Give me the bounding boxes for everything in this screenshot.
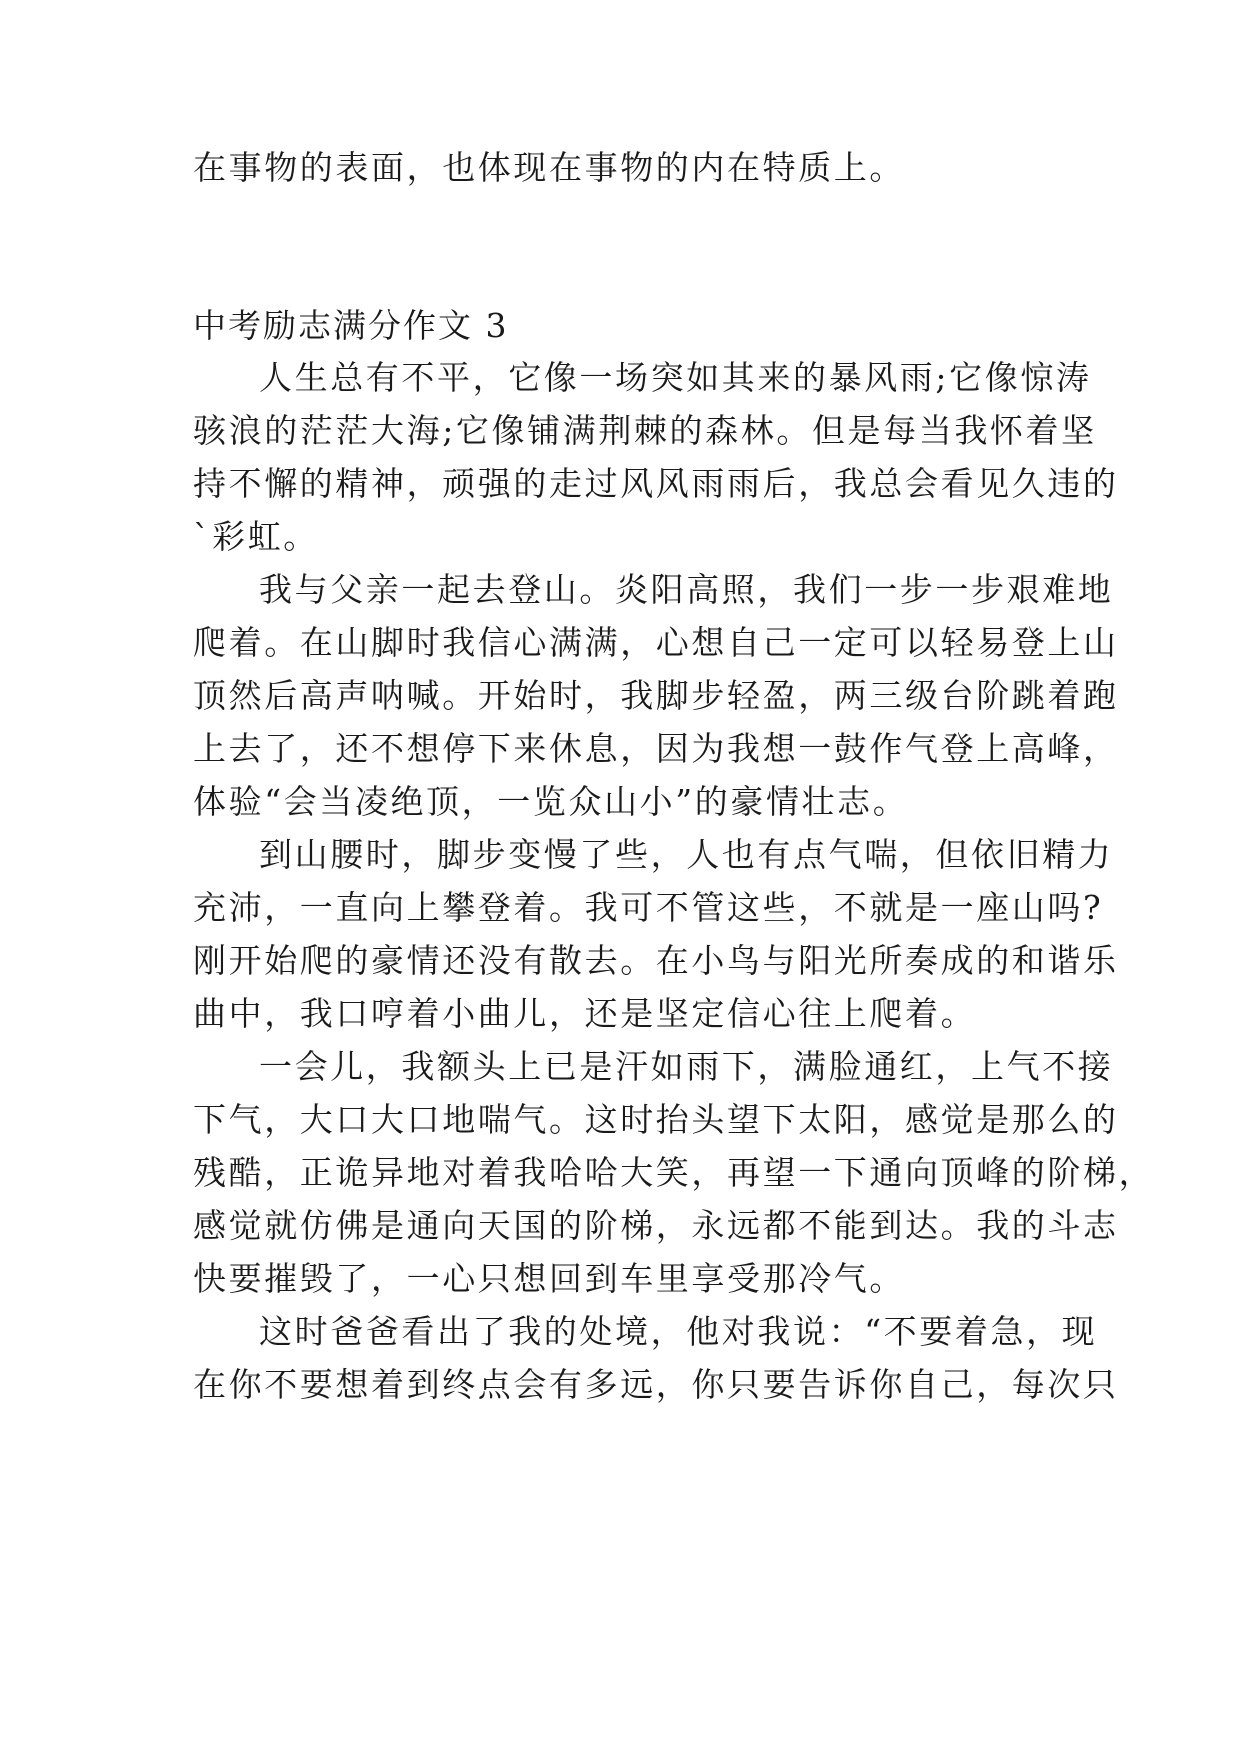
paragraph-line: 一会儿，我额头上已是汗如雨下，满脸通红，上气不接 xyxy=(259,1047,1114,1086)
paragraph-line: 曲中，我口哼着小曲儿，还是坚定信心往上爬着。 xyxy=(193,994,977,1033)
paragraph-line: 刚开始爬的豪情还没有散去。在小鸟与阳光所奏成的和谐乐 xyxy=(193,941,1119,980)
paragraph-line: 爬着。在山脚时我信心满满，心想自己一定可以轻易登上山 xyxy=(193,623,1119,662)
paragraph-line: 体验“会当凌绝顶，一览众山小”的豪情壮志。 xyxy=(193,782,909,821)
paragraph-line: 上去了，还不想停下来休息，因为我想一鼓作气登上高峰， xyxy=(193,729,1119,768)
paragraph-line: 我与父亲一起去登山。炎阳高照，我们一步一步艰难地 xyxy=(259,570,1114,609)
intro-line: 在事物的表面，也体现在事物的内在特质上。 xyxy=(193,148,905,187)
section-heading: 中考励志满分作文 3 xyxy=(193,306,509,345)
paragraph-line: `彩虹。 xyxy=(193,517,319,556)
paragraph-line: 到山腰时，脚步变慢了些，人也有点气喘，但依旧精力 xyxy=(259,835,1114,874)
paragraph-line: 人生总有不平，它像一场突如其来的暴风雨;它像惊涛 xyxy=(259,358,1092,397)
paragraph-line: 充沛，一直向上攀登着。我可不管这些，不就是一座山吗? xyxy=(193,888,1104,927)
paragraph-line: 骇浪的茫茫大海;它像铺满荆棘的森林。但是每当我怀着坚 xyxy=(193,411,1097,450)
paragraph-line: 在你不要想着到终点会有多远，你只要告诉你自己，每次只 xyxy=(193,1365,1119,1404)
paragraph-line: 残酷，正诡异地对着我哈哈大笑，再望一下通向顶峰的阶梯， xyxy=(193,1153,1155,1192)
paragraph-line: 持不懈的精神，顽强的走过风风雨雨后，我总会看见久违的 xyxy=(193,464,1119,503)
paragraph-line: 这时爸爸看出了我的处境，他对我说：“不要着急，现 xyxy=(259,1312,1098,1351)
paragraph-line: 顶然后高声呐喊。开始时，我脚步轻盈，两三级台阶跳着跑 xyxy=(193,676,1119,715)
paragraph-line: 感觉就仿佛是通向天国的阶梯，永远都不能到达。我的斗志 xyxy=(193,1206,1119,1245)
paragraph-line: 快要摧毁了，一心只想回到车里享受那冷气。 xyxy=(193,1259,905,1298)
paragraph-line: 下气，大口大口地喘气。这时抬头望下太阳，感觉是那么的 xyxy=(193,1100,1119,1139)
